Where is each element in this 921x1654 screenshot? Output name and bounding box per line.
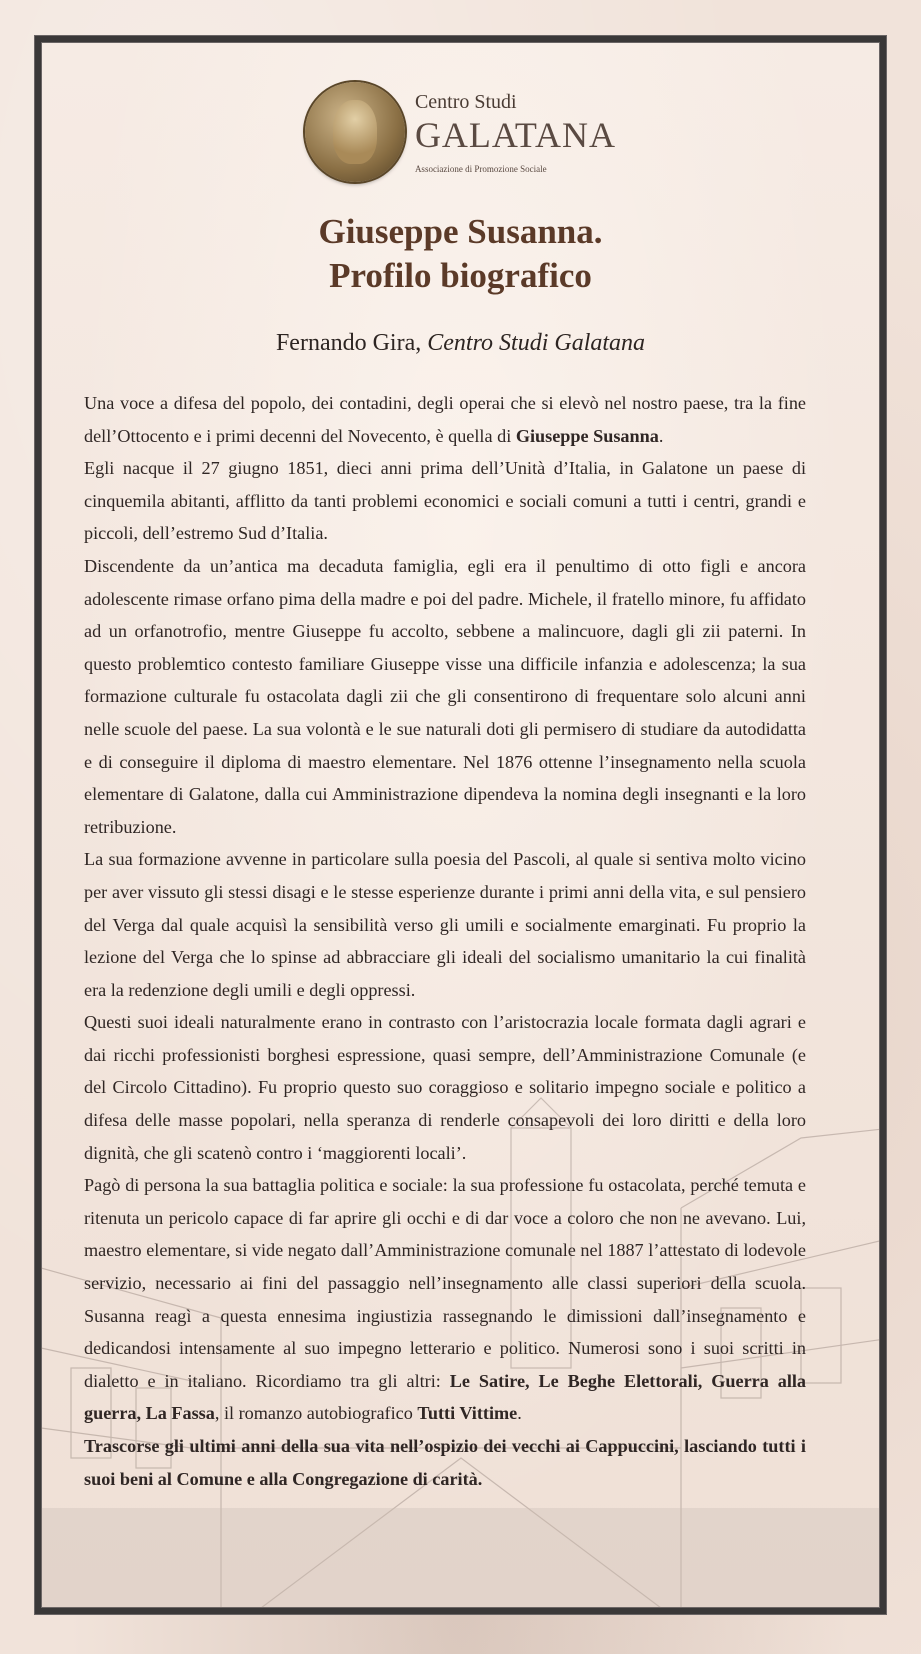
- page-title: [41, 210, 880, 298]
- biography-text: [84, 387, 806, 1495]
- work-title: Le Satire: [449, 1370, 526, 1391]
- logo-text: [415, 91, 616, 174]
- logo-line-centro-studi: Centro Studi: [414, 90, 517, 113]
- logo-line-galatana: GALATANA: [414, 114, 617, 155]
- paragraph-5: Questi suoi ideali naturalmente erano in contrasto con l’aristocrazia locale formata dagli agrari e dai ricchi professionisti borghesi espressione, quasi sempre, dell’Amministrazione Comunale (e del Circolo Cittadino). Fu proprio questo suo coraggioso e solitario impegno sociale e politico a difesa delle masse popolari, nella speranza di renderle consapevoli dei loro diritti e della loro dignità, che gli scatenò contro i ‘maggiorenti locali’.: [84, 1012, 806, 1163]
- title-line-2: Profilo biografico: [329, 256, 592, 295]
- work-title: Tutti Vittime: [417, 1403, 518, 1424]
- paragraph-2: Egli nacque il 27 giugno 1851, dieci anni prima dell’Unità d’Italia, in Galatone un paese di cinquemila abitanti, afflitto da tanti problemi economici e sociali comuni a tutti i centri, grandi e piccoli, dell’estremo Sud d’Italia.: [84, 458, 806, 544]
- title-line-1: Giuseppe Susanna.: [318, 212, 603, 251]
- paragraph-4: La sua formazione avvenne in particolare sulla poesia del Pascoli, al quale si sentiva molto vicino per aver vissuto gli stessi disagi e le stesse esperienze durante i primi anni della vita, e sul pensiero del Verga dal quale acquisì la sensibilità verso gli umili e socialmente emarginati. Fu proprio la lezione del Verga che lo spinse ad abbracciare gli ideali del socialismo umanitario la cui finalità era la redenzione degli umili e degli oppressi.: [84, 849, 806, 1000]
- medal-portrait-icon: [305, 82, 405, 182]
- document-frame: [35, 36, 886, 1614]
- author-name: Fernando Gira,: [275, 330, 422, 356]
- work-title: Le Beghe Elettorali: [538, 1370, 698, 1391]
- paragraph-3: Discendente da un’antica ma decaduta famiglia, egli era il penultimo di otto figli e ancora adolescente rimase orfano pima della madre e poi del padre. Michele, il fratello minore, fu affidato ad un orfanotrofio, mentre Giuseppe fu accolto, sebbene a malincuore, dagli gli zii paterni. In questo problemtico contesto familiare Giuseppe visse una difficile infanzia e adolescenza; la sua formazione culturale fu ostacolata dagli zii che gli consentirono di frequentare solo alcuni anni nelle scuole del paese. La sua volontà e le sue naturali doti gli permisero di studiare da autodidatta e di conseguire il diploma di maestro elementare. Nel 1876 ottenne l’insegnamento nella scuola elementare di Galatone, dalla cui Amministrazione dipendeva la nomina degli insegnanti e la loro retribuzione.: [84, 555, 806, 837]
- paragraph-1: Una voce a difesa del popolo, dei contadini, degli operai che si elevò nel nostro paese, tra la fine dell’Ottocento e i primi decenni del Novecento, è quella di Giuseppe Susanna.: [84, 393, 806, 446]
- logo-header: [41, 82, 880, 182]
- author-line: [41, 330, 880, 357]
- logo-line-associazione: Associazione di Promozione Sociale: [414, 163, 547, 174]
- author-affiliation: Centro Studi Galatana: [427, 330, 646, 356]
- paragraph-7: Trascorse gli ultimi anni della sua vita nell’ospizio dei vecchi ai Cappuccini, lasciando tutti i suoi beni al Comune e alla Congregazione di carità.: [84, 1436, 806, 1489]
- bold-name: Giuseppe Susanna: [515, 425, 659, 446]
- work-title: La Fassa: [145, 1403, 215, 1424]
- work-title: Guerra alla guerra: [84, 1370, 807, 1424]
- paragraph-6: Pagò di persona la sua battaglia politica e sociale: la sua professione fu ostacolata, perché temuta e ritenuta un pericolo capace di far aprire gli occhi e di dar voce a coloro che non ne avevano. Lui, maestro elementare, si vide negato dall’Amministrazione comunale nel 1887 l’attestato di lodevole servizio, necessario ai fini del passaggio nell’insegnamento alle classi superiori della scuola. Susanna reagì a questa ennesima ingiustizia rassegnando le dimissioni dall’insegnamento e dedicandosi intensamente al suo impegno letterario e politico. Numerosi sono i suoi scritti in dialetto e in italiano. Ricordiamo tra gli altri: Le Satire, Le Beghe Elettorali, Guerra alla guerra, La Fassa, il romanzo autobiografico Tutti Vittime.: [84, 1175, 807, 1424]
